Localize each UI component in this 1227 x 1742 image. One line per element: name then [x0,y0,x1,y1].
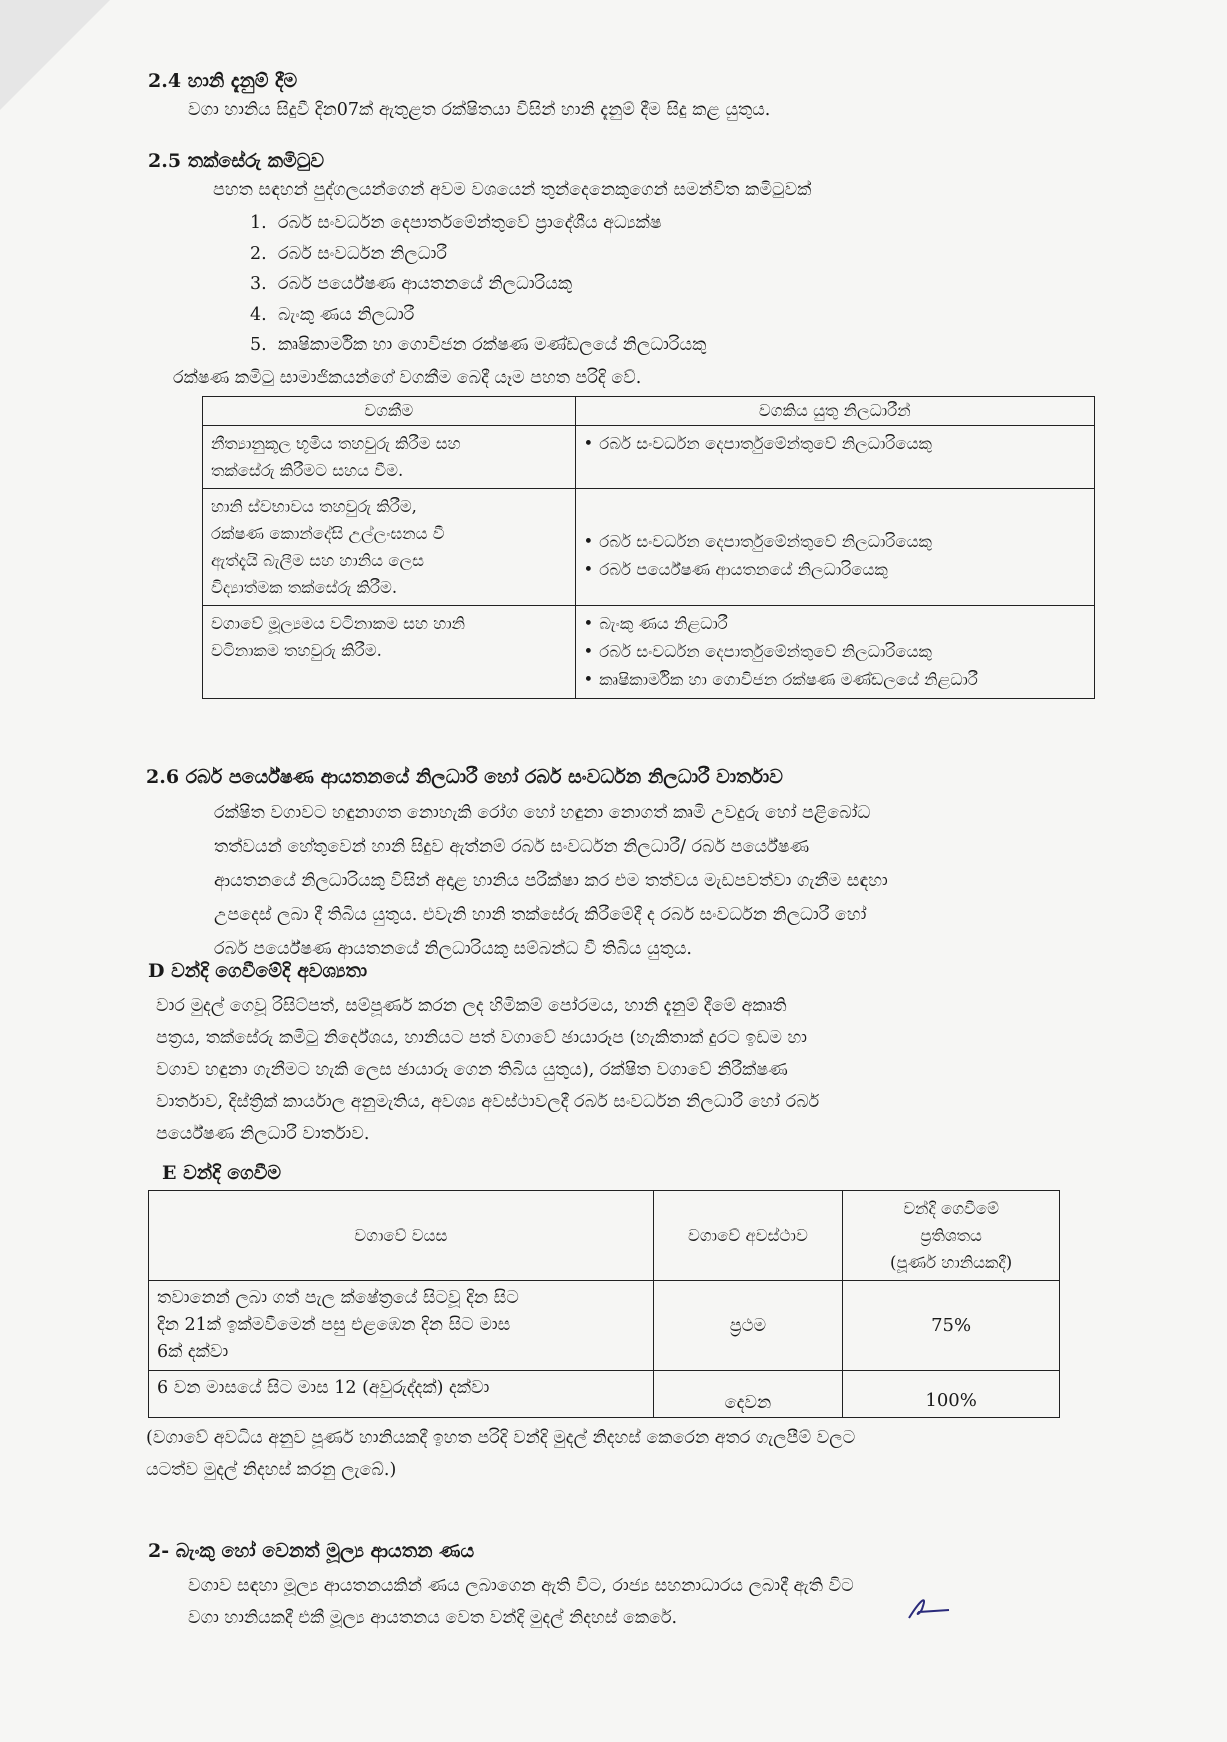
age-line: 6ක් දක්වා [157,1342,229,1362]
officer-item: • රබර් පර්යේෂණ ආයතනයේ නිලධාරියෙකු [584,556,1086,584]
table-row [203,489,1095,606]
section-d-body [156,990,819,1150]
table-header: වගකීම [203,397,576,426]
section-d-title: D වන්දි ගෙවීමේදි අවශ්‍යතා [148,960,368,982]
member-title: රබර් සංවර්ධන දෙපාර්තමේන්තුවේ ප්‍රාදේශීය අධ්‍යක්ෂ [278,213,662,233]
section-2-6-line: ආයතනයේ නිලධාරියකු විසින් අදාළ හානිය පරීක්ෂා කර එම තත්වය මැඩපවත්වා ගැනීම සඳහා [214,871,888,891]
age-cell [149,1281,654,1371]
table-header: වගකිය යුතු නිලධාරීන් [575,397,1094,426]
section-e-title: E වන්දි ගෙවීම [162,1162,282,1184]
compensation-row [149,1281,1060,1371]
section-2-6-body [214,796,888,966]
member-title: රබර් පර්යේෂණ ආයතනයේ නිලධාරියකු [278,274,573,294]
committee-member [250,208,706,239]
compensation-row [149,1371,1060,1418]
section-bank-loan-body [188,1570,854,1634]
officer-cell [575,606,1094,699]
section-d-line: පත්‍රය, තක්සේරු කමිටු නිර්දේශය, හානියට පත් වගාවේ ඡායාරූප (හැකිතාක් දුරට ඉඩම හා [156,1028,807,1048]
member-title: කෘෂිකාර්මික හා ගොවිජන රක්ෂණ මණ්ඩලයේ නිලධාරියකු [278,335,707,355]
officer-item: • කෘෂිකාර්මික හා ගොවිජන රක්ෂණ මණ්ඩලයේ නිළධාරී [584,666,1086,694]
folded-corner [0,0,110,110]
age-line: 6 වන මාසයේ සිට මාස 12 (අවුරුද්දක්) දක්වා [157,1378,490,1398]
header-line: (පූර්ණ හානියකදී) [890,1253,1013,1272]
officer-cell [575,489,1094,606]
section-2-4-body: වගා හානිය සිදුවී දින07ක් ඇතුළත රක්ෂිතයා විසින් හානි දැනුම් දීම සිදු කළ යුතුය. [188,100,771,120]
officer-item: • රබර් සංවර්ධන දෙපාර්තුමේන්තුවේ නිලධාරියෙකු [584,638,1086,666]
officer-item: • රබර් සංවර්ධන දෙපාර්තුමේන්තුවේ නිලධාරියෙකු [584,528,1086,556]
section-bank-loan-line: වගා හානියකදී එකී මූල්‍ය ආයතනය වෙත වන්දි මුදල් නිදහස් කෙරේ. [188,1608,678,1628]
table-row [203,426,1095,489]
committee-member-list [250,208,706,361]
table-row [203,606,1095,699]
age-line: තවානෙන් ලබා ගත් පැල ක්ෂේත්‍රයේ සිටවූ දින සිට [157,1288,519,1308]
member-number: 1. [250,213,267,233]
compensation-note-line: (වගාවේ අවධිය අනුව පූර්ණ හානියකදී ඉහත පරිදි වන්දි මුදල් නිදහස් කෙරෙන අතර ගැලපීම් වලට [146,1428,856,1448]
officer-cell [575,426,1094,489]
committee-member [250,269,706,300]
header-line: ප්‍රතිශතය [920,1226,982,1245]
section-2-6-line: තත්වයන් හේතුවෙන් හානි සිදුව ඇත්නම් රබර් සංවර්ධන නිලධාරී/ රබර් පර්යේෂණ [214,837,810,857]
responsibility-cell [203,606,576,699]
table-header-row [203,397,1095,426]
officer-item: • බැංකු ණය නිළධාරී [584,610,1086,638]
responsibility-cell [203,426,576,489]
member-title: බැංකු ණය නිලධාරී [278,304,415,325]
header-line: වන්දි ගෙවීමේ [903,1199,1000,1218]
member-number: 3. [250,274,267,294]
responsibility-line: විද්‍යාත්මක තක්සේරු කිරීම. [211,578,398,597]
percent-cell: 100% [843,1371,1060,1418]
responsibility-table [202,396,1095,699]
table-intro: රක්ෂණ කමිටු සාමාජිකයන්ගේ වගකීම බෙදී යෑම පහත පරිදි වේ. [173,368,642,388]
age-cell [149,1371,654,1418]
section-2-6-line: රක්ෂිත වගාවට හඳුනාගත නොහැකි රෝග හෝ හඳුනා නොගත් කෘමි උවදුරු හෝ පළිබෝධ [214,803,871,823]
member-number: 4. [250,304,267,325]
responsibility-line: රක්ෂණ කොන්දේසි උල්ලංඝනය වී [211,524,445,543]
section-d-line: පර්යේෂණ නිලධාරී වාර්තාව. [156,1124,370,1144]
committee-member [250,330,706,361]
stage-cell: ප්‍රථම [653,1281,843,1371]
percent-cell: 75% [843,1281,1060,1371]
responsibility-line: ඇත්දැයි බැලීම සහ හානිය ලෙස [211,551,424,570]
section-2-6-line: රබර් පර්යේෂණ ආයතනයේ නිලධාරියකු සම්බන්ධ වී තිබිය යුතුය. [214,939,692,959]
committee-intro: පහත සඳහන් පුද්ගලයන්ගෙන් අවම වශයෙන් තුන්දෙනෙකුගෙන් සමන්විත කමිටුවක් [213,180,812,200]
section-2-6-line: උපදෙස් ලබා දී තිබිය යුතුය. එවැනි හානි තක්සේරු කිරීමේදී ද රබර් සංවර්ධන නිලධාරී හෝ [214,905,867,925]
committee-member [250,239,706,270]
responsibility-line: තක්සේරු කිරීමට සහය වීම. [211,461,404,480]
section-2-4-title: 2.4 හානි දැනුම් දීම [148,70,298,92]
section-bank-loan-title: 2- බැංකු හෝ වෙනත් මූල්‍ය ආයතන ණය [148,1540,475,1562]
compensation-header-percent [843,1191,1060,1281]
responsibility-line: නීත්‍යානුකූල භූමිය තහවුරු කිරීම සහ [211,434,461,453]
member-number: 2. [250,243,267,264]
compensation-note [146,1422,855,1486]
committee-member [250,300,706,331]
compensation-note-line: යටත්ව මුදල් නිදහස් කරනු ලැබේ.) [146,1460,397,1480]
section-2-6-title: 2.6 රබර් පර්යේෂණ ආයතනයේ නිලධාරී හෝ රබර් සංවර්ධන නිලධාරී වාර්තාව [146,766,783,788]
compensation-header-row [149,1191,1060,1281]
officer-item: • රබර් සංවර්ධන දෙපාර්තුමේන්තුවේ නිලධාරියෙකු [584,430,1086,458]
responsibility-cell [203,489,576,606]
responsibility-line: වගාවේ මූල්‍යමය වටිනාකම සහ හානි [211,614,466,633]
responsibility-line: වටිනාකම තහවුරු කිරීම. [211,641,382,660]
stage-cell: දෙවන [653,1371,843,1418]
compensation-header-age: වගාවේ වයස [149,1191,654,1281]
section-d-line: වාර මුදල් ගෙවූ රිසිට්පත්, සම්පූර්ණ කරන ලද හිමිකම් පෝරමය, හානි දැනුම් දීමේ අකෘති [156,996,787,1016]
member-title: රබර් සංවර්ධන නිලධාරී [278,243,447,264]
section-d-line: වාර්තාව, දිස්ත්‍රික් කාර්යාල අනුමැතිය, අවශ්‍ය අවස්ථාවලදී රබර් සංවර්ධන නිලධාරී හෝ රබර් [156,1092,820,1112]
member-number: 5. [250,335,267,355]
age-line: දින 21ක් ඉක්මවීමෙන් පසු එළඹෙන දින සිට මාස [157,1315,511,1335]
compensation-header-stage: වගාවේ අවස්ථාව [653,1191,843,1281]
compensation-table [148,1190,1060,1418]
section-d-line: වගාව හඳුනා ගැනීමට හැකි ලෙස ඡායාරූ ගෙන තිබිය යුතුය), රක්ෂිත වගාවේ නිරීක්ෂණ [156,1060,788,1080]
responsibility-line: හානි ස්වභාවය තහවුරු කිරීම, [211,497,417,516]
initial-signature [905,1592,953,1622]
section-2-5-title: 2.5 තක්සේරු කමිටුව [148,150,325,172]
section-bank-loan-line: වගාව සඳහා මූල්‍ය ආයතනයකින් ණය ලබාගෙන ඇති විට, රාජ්‍ය සහනාධාරය ලබාදී ඇති විට [188,1576,854,1596]
